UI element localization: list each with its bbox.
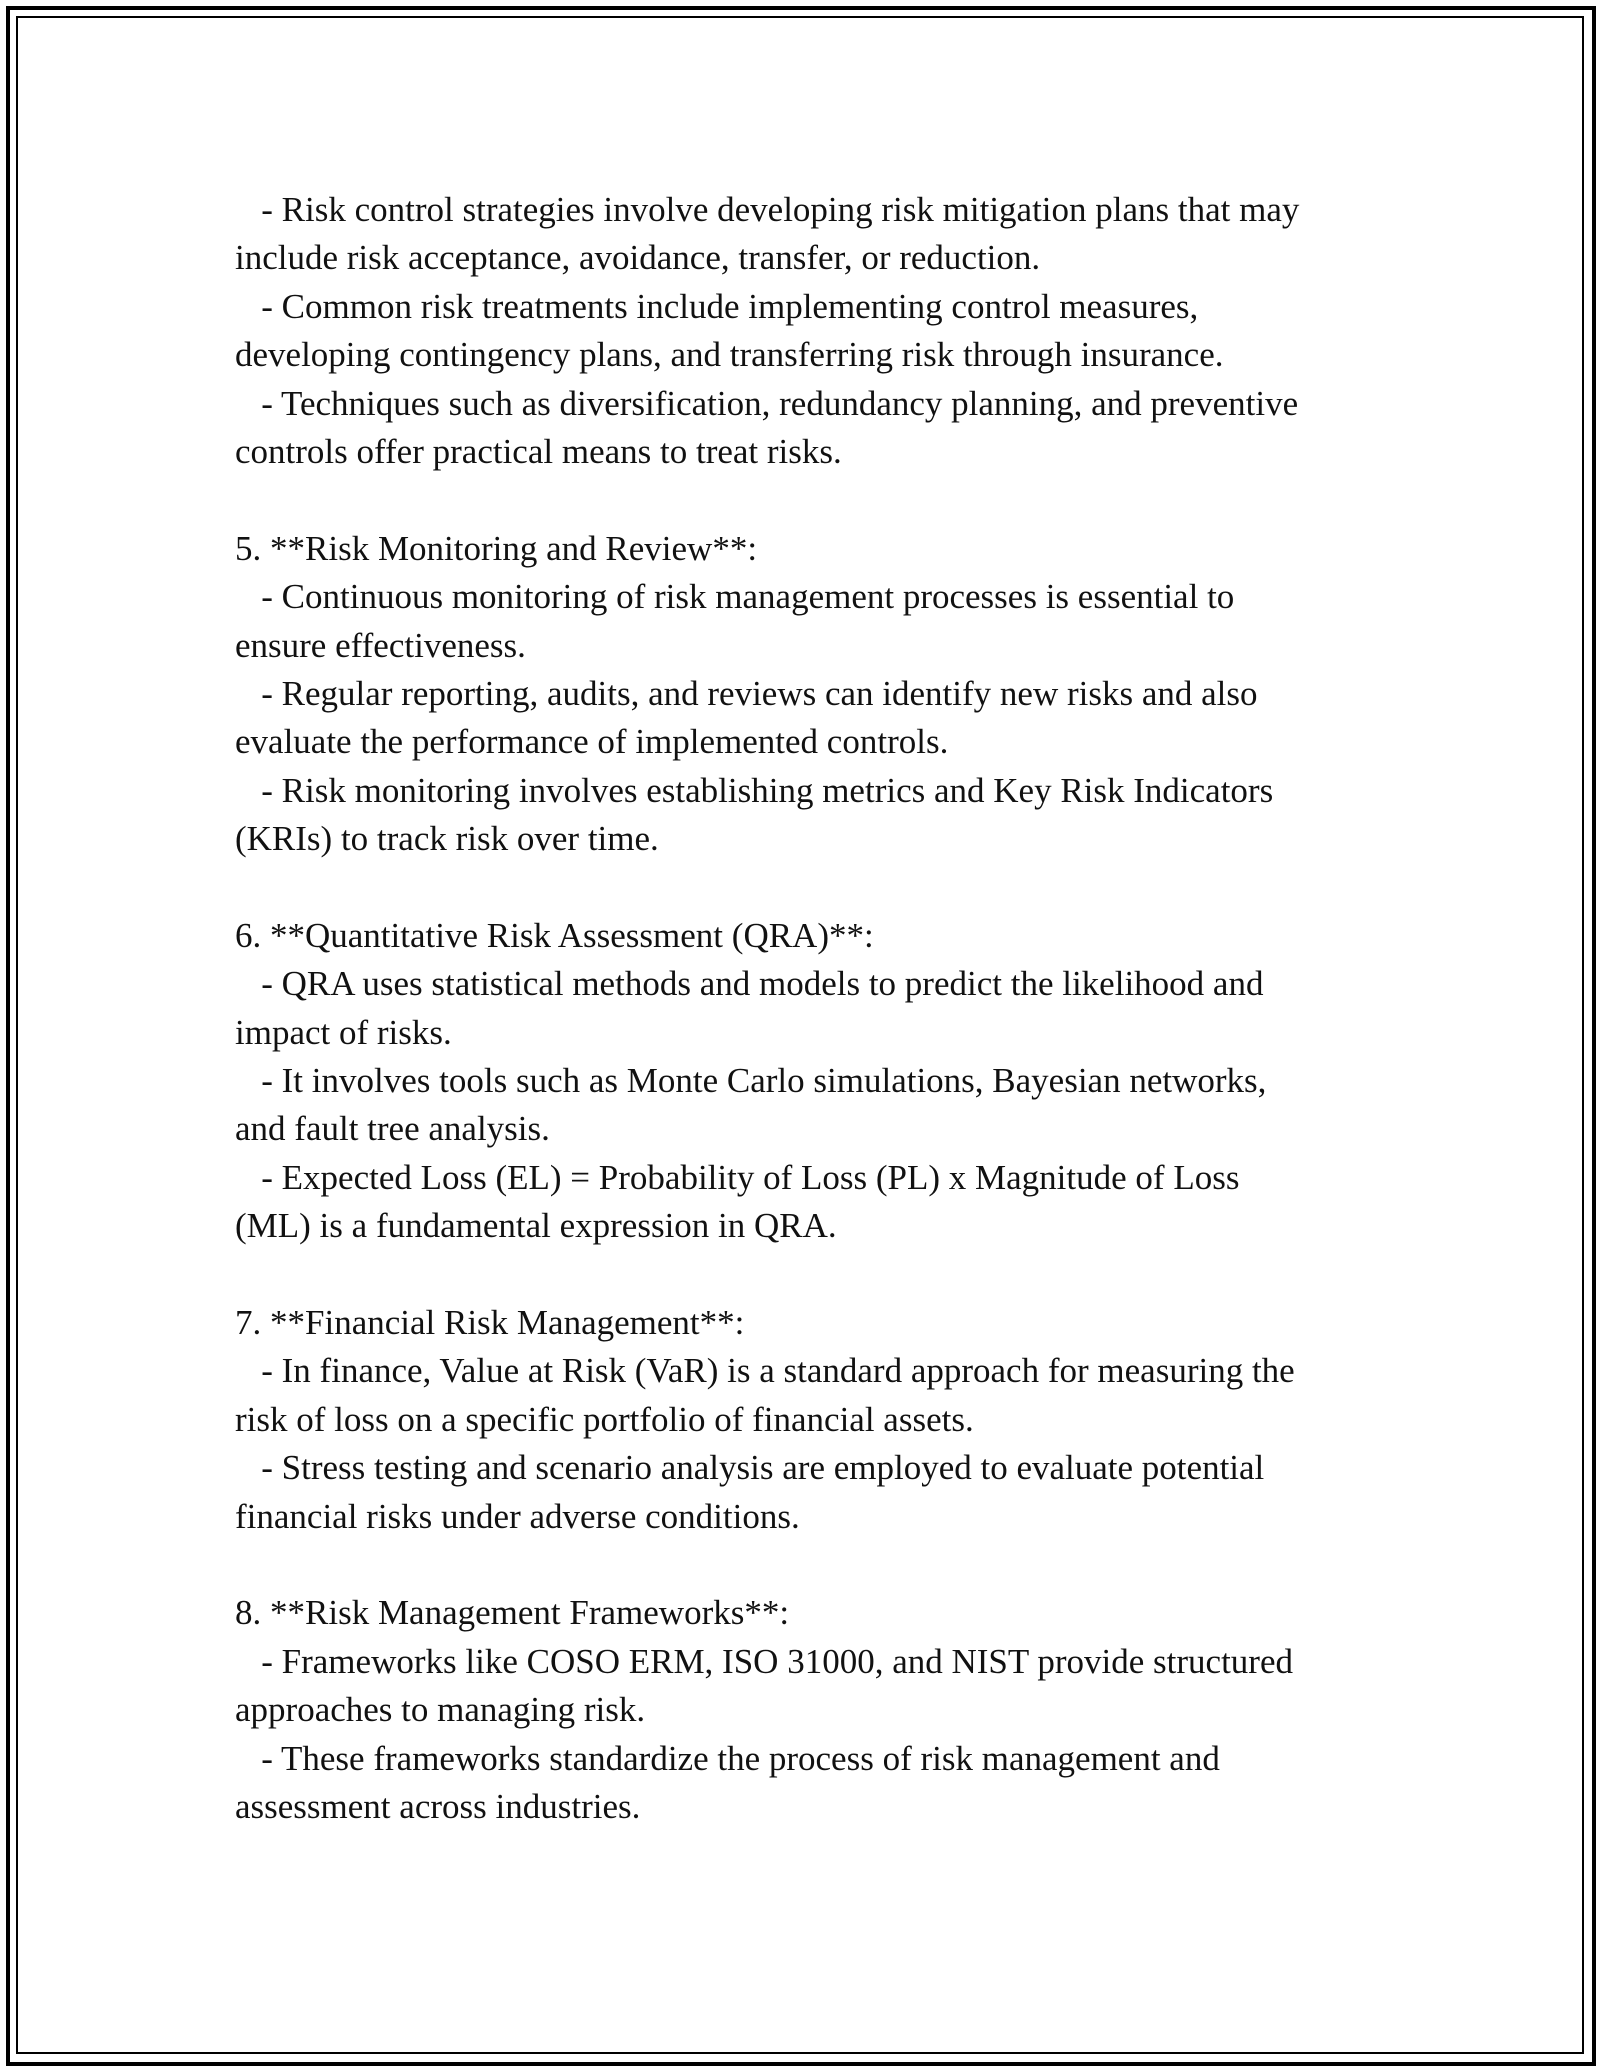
text-line: 5. **Risk Monitoring and Review**: <box>235 528 758 568</box>
text-section <box>235 912 1385 1251</box>
text-line: developing contingency plans, and transferring risk through insurance. <box>235 335 1224 375</box>
text-section <box>235 525 1385 864</box>
text-section <box>235 1589 1385 1831</box>
text-line: financial risks under adverse conditions. <box>235 1496 800 1536</box>
text-line: - Stress testing and scenario analysis are employed to evaluate potential <box>235 1448 1265 1488</box>
text-line: (ML) is a fundamental expression in QRA. <box>235 1206 837 1246</box>
text-section <box>235 186 1385 476</box>
text-line: - Risk monitoring involves establishing metrics and Key Risk Indicators <box>235 770 1274 810</box>
text-line: 7. **Financial Risk Management**: <box>235 1302 745 1342</box>
text-line: risk of loss on a specific portfolio of financial assets. <box>235 1399 974 1439</box>
text-line: (KRIs) to track risk over time. <box>235 819 659 859</box>
text-line: - It involves tools such as Monte Carlo simulations, Bayesian networks, <box>235 1061 1267 1101</box>
text-line: - QRA uses statistical methods and models to predict the likelihood and <box>235 964 1264 1004</box>
paragraph-gap <box>235 476 1385 524</box>
text-line: - Frameworks like COSO ERM, ISO 31000, and NIST provide structured <box>235 1641 1293 1681</box>
text-line: include risk acceptance, avoidance, transfer, or reduction. <box>235 238 1041 278</box>
text-line: - In finance, Value at Risk (VaR) is a standard approach for measuring the <box>235 1351 1295 1391</box>
paragraph-gap <box>235 863 1385 911</box>
text-line: impact of risks. <box>235 1012 452 1052</box>
document-body <box>235 186 1385 1831</box>
paragraph-gap <box>235 1541 1385 1589</box>
text-line: - Techniques such as diversification, redundancy planning, and preventive <box>235 383 1299 423</box>
text-line: evaluate the performance of implemented controls. <box>235 722 949 762</box>
text-line: - Continuous monitoring of risk management processes is essential to <box>235 577 1235 617</box>
paragraph-gap <box>235 1251 1385 1299</box>
text-line: - Regular reporting, audits, and reviews can identify new risks and also <box>235 673 1258 713</box>
text-section <box>235 1299 1385 1541</box>
text-line: ensure effectiveness. <box>235 625 526 665</box>
text-line: controls offer practical means to treat risks. <box>235 431 842 471</box>
text-line: - Risk control strategies involve developing risk mitigation plans that may <box>235 190 1300 229</box>
text-line: assessment across industries. <box>235 1786 641 1826</box>
text-line: - Expected Loss (EL) = Probability of Loss (PL) x Magnitude of Loss <box>235 1157 1240 1197</box>
text-line: approaches to managing risk. <box>235 1690 646 1730</box>
text-line: 6. **Quantitative Risk Assessment (QRA)**: <box>235 915 874 955</box>
text-line: - These frameworks standardize the process of risk management and <box>235 1738 1220 1778</box>
text-line: and fault tree analysis. <box>235 1109 550 1149</box>
text-line: 8. **Risk Management Frameworks**: <box>235 1593 790 1633</box>
text-line: - Common risk treatments include implementing control measures, <box>235 286 1199 326</box>
